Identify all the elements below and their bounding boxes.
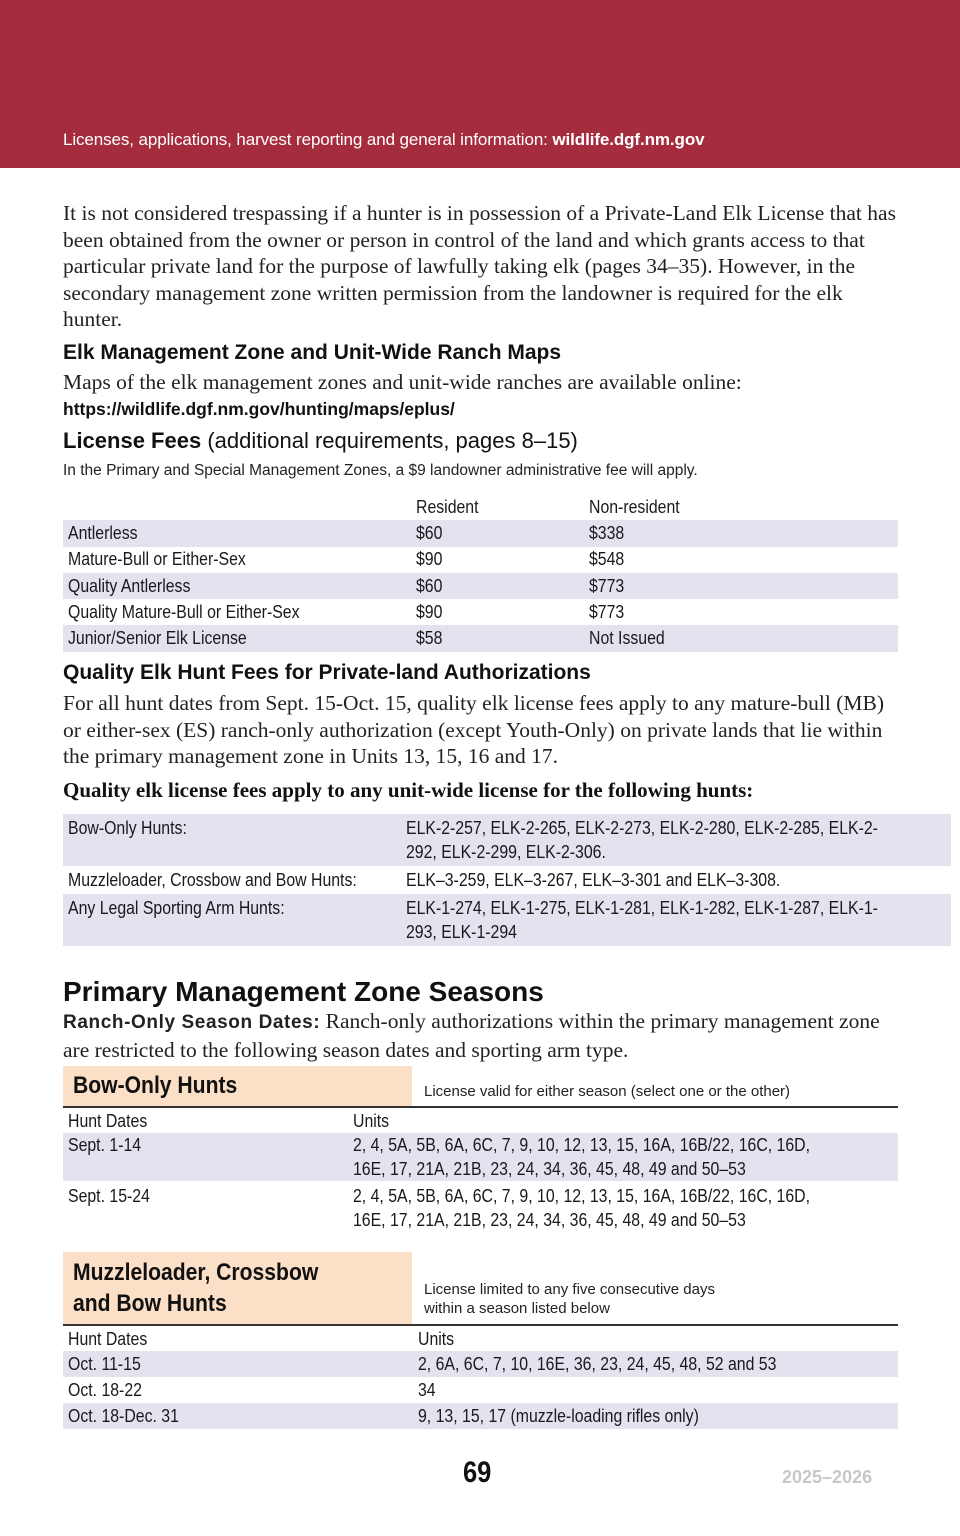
col-units: Units <box>353 1111 390 1131</box>
hunt-dates: Oct. 11-15 <box>63 1351 413 1377</box>
hunt-units: 2, 4, 5A, 5B, 6A, 6C, 7, 9, 10, 12, 13, 15, 16A, 16B/22, 16C, 16D, 16E, 17, 21A, 21B, 23, 24, 34, 36, 45, 48, 49 and 50–53 <box>348 1133 898 1181</box>
trespass-paragraph: It is not considered trespassing if a hunter is in possession of a Private-Land Elk License that has been obtained from the owner or person in control of the land and which grants access to that particular private land for the purpose of lawfully taking elk (pages 34–35). However, in the secondary management zone written permission from the landowner is required for the elk hunter. <box>63 201 896 331</box>
table-row <box>63 814 951 866</box>
fee-resident: $90 <box>416 601 443 622</box>
edition-years: 2025–2026 <box>782 1467 873 1487</box>
header-banner <box>0 0 960 168</box>
table-row <box>63 573 898 599</box>
col-hunt-dates: Hunt Dates <box>68 1329 148 1349</box>
table-row <box>63 866 951 894</box>
fee-nonresident: $548 <box>589 549 625 570</box>
quality-fees-heading: Quality Elk Hunt Fees for Private-land Authorizations <box>63 661 591 684</box>
hunt-type: Any Legal Sporting Arm Hunts: <box>63 894 401 946</box>
fee-type: Junior/Senior Elk License <box>63 625 411 651</box>
fee-type: Quality Antlerless <box>63 573 411 599</box>
primary-zone-title: Primary Management Zone Seasons <box>63 976 544 1007</box>
license-fees-note: In the Primary and Special Management Zones, a $9 landowner administrative fee will apply. <box>63 462 698 479</box>
table-row <box>63 1133 898 1181</box>
fee-resident: $60 <box>411 520 584 546</box>
fee-nonresident: $773 <box>584 573 898 599</box>
hunt-units: 9, 13, 15, 17 (muzzle-loading rifles only) <box>413 1403 898 1429</box>
fee-nonresident: Not Issued <box>584 625 898 651</box>
fees-header-row <box>63 494 898 520</box>
maps-text: Maps of the elk management zones and unit-wide ranches are available online: <box>63 370 742 394</box>
maps-url-link[interactable]: https://wildlife.dgf.nm.gov/hunting/maps/eplus/ <box>63 399 455 419</box>
fee-type: Quality Mature-Bull or Either-Sex <box>68 601 300 622</box>
header-info <box>63 130 704 150</box>
fee-resident: $58 <box>411 625 584 651</box>
table-row <box>63 547 898 573</box>
table-row <box>63 599 898 625</box>
quality-hunts-table <box>63 814 951 946</box>
hunt-dates: Sept. 1-14 <box>63 1133 348 1181</box>
license-fees-table <box>63 494 898 652</box>
col-hunt-dates: Hunt Dates <box>68 1111 148 1131</box>
hunt-codes: ELK–3-259, ELK–3-267, ELK–3-301 and ELK–3-308. <box>406 870 781 890</box>
table-row <box>63 1377 898 1403</box>
fees-header-type <box>63 494 411 520</box>
muzzle-table <box>63 1327 898 1429</box>
bow-only-title: Bow-Only Hunts <box>63 1066 412 1106</box>
fees-header-resident: Resident <box>416 496 479 517</box>
col-units: Units <box>418 1329 455 1349</box>
hunt-type: Muzzleloader, Crossbow and Bow Hunts: <box>68 870 357 890</box>
hunt-dates: Sept. 15-24 <box>68 1186 150 1206</box>
quality-fees-subheading: Quality elk license fees apply to any unit-wide license for the following hunts: <box>63 778 754 802</box>
hunt-codes: ELK-1-274, ELK-1-275, ELK-1-281, ELK-1-282, ELK-1-287, ELK-1-293, ELK-1-294 <box>401 894 951 946</box>
hunt-codes: ELK-2-257, ELK-2-265, ELK-2-273, ELK-2-280, ELK-2-285, ELK-2-292, ELK-2-299, ELK-2-306. <box>401 814 951 866</box>
muzzle-title: Muzzleloader, Crossbow and Bow Hunts <box>63 1252 412 1324</box>
bow-only-header-row <box>63 1109 898 1133</box>
fee-nonresident: $773 <box>589 601 625 622</box>
hunt-dates: Oct. 18-Dec. 31 <box>63 1403 413 1429</box>
hunt-dates: Oct. 18-22 <box>68 1380 142 1400</box>
muzzle-header-row <box>63 1327 898 1351</box>
fee-resident: $90 <box>416 549 443 570</box>
quality-fees-text: For all hunt dates from Sept. 15-Oct. 15, quality elk license fees apply to any mature-bull (MB) or either-sex (ES) ranch-only authorization (except Youth-Only) on private lands that lie within the primary management zone in Units 13, 15, 16 and 17. <box>63 691 884 768</box>
table-row <box>63 520 898 546</box>
hunt-units: 34 <box>418 1380 436 1400</box>
bow-only-table <box>63 1109 898 1232</box>
primary-zone-label: Ranch-Only Season Dates: <box>63 1012 321 1033</box>
maps-heading: Elk Management Zone and Unit-Wide Ranch Maps <box>63 341 562 364</box>
license-fees-title: License Fees <box>63 428 202 453</box>
primary-zone-text: Ranch-only authorizations within the primary management zone are restricted to the following season dates and sporting arm type. <box>63 1009 880 1062</box>
table-row <box>63 625 898 651</box>
fee-type: Antlerless <box>63 520 411 546</box>
muzzle-divider <box>63 1324 898 1326</box>
hunt-units: 2, 4, 5A, 5B, 6A, 6C, 7, 9, 10, 12, 13, 15, 16A, 16B/22, 16C, 16D, 16E, 17, 21A, 21B, 23, 24, 34, 36, 45, 48, 49 and 50–53 <box>353 1186 811 1230</box>
page-number: 69 <box>463 1456 492 1489</box>
fee-nonresident: $338 <box>584 520 898 546</box>
license-fees-heading-note: (additional requirements, pages 8–15) <box>207 428 578 453</box>
primary-zone-paragraph <box>63 1008 893 1063</box>
table-row <box>63 1181 898 1232</box>
fee-resident: $60 <box>411 573 584 599</box>
license-fees-heading <box>63 428 578 454</box>
hunt-units: 2, 6A, 6C, 7, 10, 16E, 36, 23, 24, 45, 48, 52 and 53 <box>413 1351 898 1377</box>
header-info-text: Licenses, applications, harvest reporting and general information: <box>63 130 553 149</box>
bow-only-note: License valid for either season (select one or the other) <box>424 1083 791 1100</box>
table-row <box>63 1403 898 1429</box>
bow-only-divider <box>63 1106 898 1108</box>
fees-header-nonresident: Non-resident <box>589 496 680 517</box>
table-row <box>63 1351 898 1377</box>
table-row <box>63 894 951 946</box>
header-site-link[interactable]: wildlife.dgf.nm.gov <box>552 130 705 149</box>
hunt-type: Bow-Only Hunts: <box>63 814 401 866</box>
muzzle-note: License limited to any five consecutive days within a season listed below <box>424 1281 715 1317</box>
fee-type: Mature-Bull or Either-Sex <box>68 549 246 570</box>
